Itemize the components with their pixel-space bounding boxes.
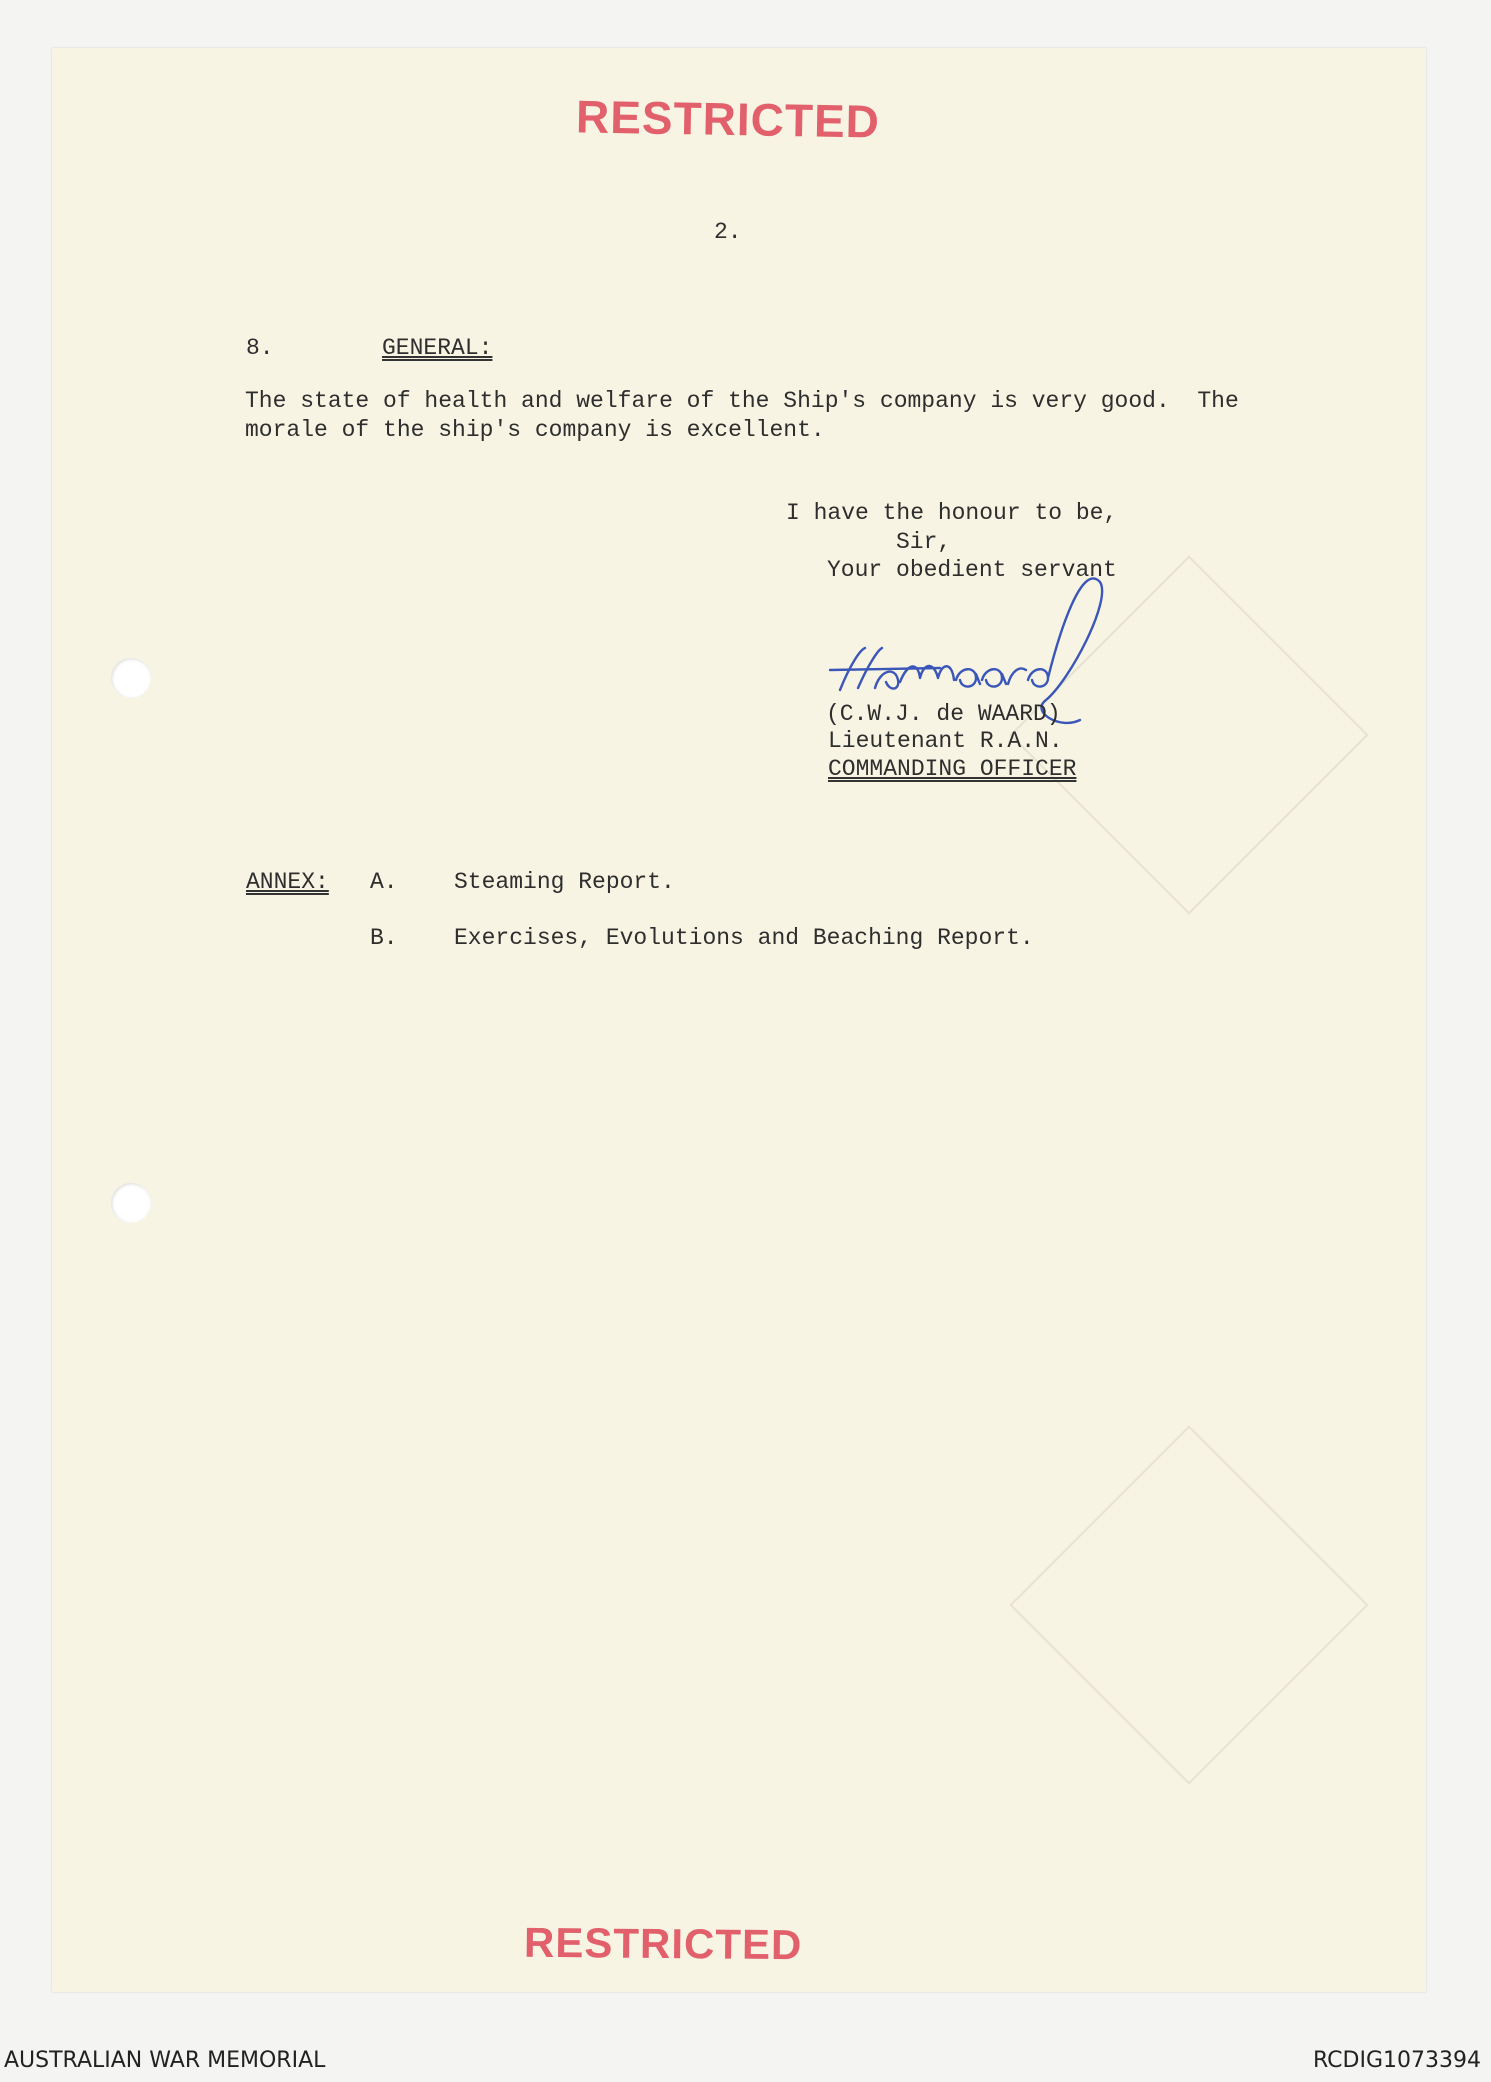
section-heading: GENERAL: xyxy=(382,335,493,361)
closing-line-2: Sir, xyxy=(896,529,952,555)
closing-line-3: Your obedient servant xyxy=(827,557,1117,583)
punch-hole xyxy=(111,1183,151,1223)
signatory-name: (C.W.J. de WAARD) xyxy=(826,701,1061,727)
annex-label: ANNEX: xyxy=(246,869,329,895)
annex-item-letter: B. xyxy=(370,925,398,951)
restricted-stamp-top: RESTRICTED xyxy=(575,90,881,148)
restricted-stamp-bottom: RESTRICTED xyxy=(523,1918,803,1969)
section-number: 8. xyxy=(246,335,274,361)
annex-item-text: Exercises, Evolutions and Beaching Report. xyxy=(454,925,1034,951)
footer-archive-name: AUSTRALIAN WAR MEMORIAL xyxy=(4,2048,326,2073)
signatory-rank: Lieutenant R.A.N. xyxy=(828,728,1063,754)
annex-item-letter: A. xyxy=(370,869,398,895)
annex-item-text: Steaming Report. xyxy=(454,869,675,895)
footer-record-id: RCDIG1073394 xyxy=(1312,2048,1481,2073)
punch-hole xyxy=(111,658,151,698)
paper-watermark xyxy=(1009,1425,1368,1784)
page-number: 2. xyxy=(714,219,742,245)
section-body-line-1: The state of health and welfare of the Ship's company is very good. The xyxy=(245,388,1239,414)
section-body-line-2: morale of the ship's company is excellent. xyxy=(245,417,825,443)
closing-line-1: I have the honour to be, xyxy=(786,500,1118,526)
signatory-role: COMMANDING OFFICER xyxy=(828,756,1077,782)
